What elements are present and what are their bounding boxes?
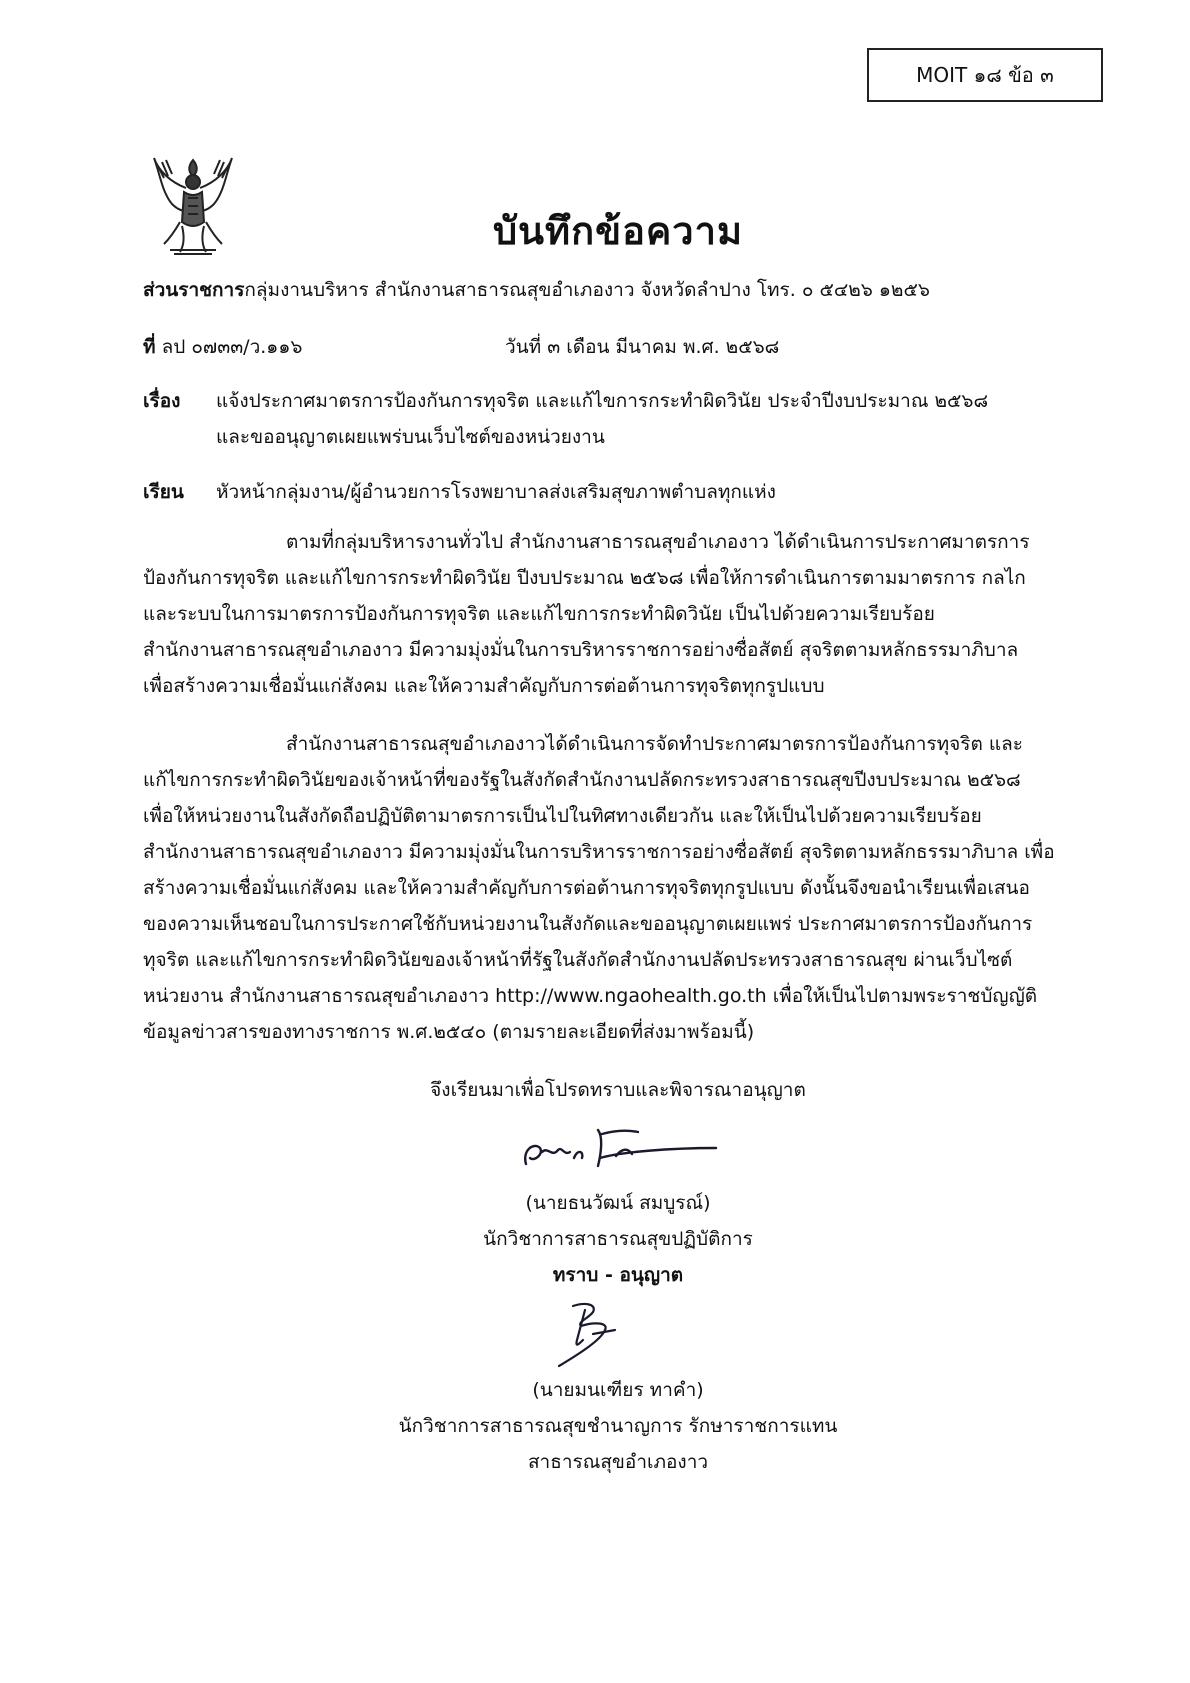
subject-line-2: และขออนุญาตเผยแพร่บนเว็บไซต์ของหน่วยงาน <box>216 426 605 448</box>
recipient-label: เรียน <box>143 481 184 503</box>
signatory-1-position: นักวิชาการสาธารณสุขปฏิบัติการ <box>483 1228 753 1250</box>
paragraph-line: สำนักงานสาธารณสุขอำเภองาวได้ดำเนินการจัดทำประกาศมาตรการป้องกันการทุจริต และ <box>286 733 1023 755</box>
subject-line-1: แจ้งประกาศมาตรการป้องกันการทุจริต และแก้ไขการกระทำผิดวินัย ประจำปีงบประมาณ ๒๕๖๘ <box>216 390 989 412</box>
paragraph-line: เพื่อสร้างความเชื่อมั่นแก่สังคม และให้ความสำคัญกับการต่อต้านการทุจริตทุกรูปแบบ <box>143 675 825 697</box>
paragraph-line: เพื่อให้หน่วยงานในสังกัดถือปฏิบัติตามาตรการเป็นไปในทิศทางเดียวกัน และให้เป็นไปด้วยความเรียบร้อย <box>143 805 982 827</box>
paragraph-line: ของความเห็นชอบในการประกาศใช้กับหน่วยงานในสังกัดและขออนุญาตเผยแพร่ ประกาศมาตรการป้องกันการ <box>143 913 1033 935</box>
agency-label: ส่วนราชการ <box>143 279 245 301</box>
form-code-box <box>867 48 1103 102</box>
subject-label: เรื่อง <box>143 390 181 412</box>
date-line: วันที่ ๓ เดือน มีนาคม พ.ศ. ๒๕๖๘ <box>505 336 780 358</box>
paragraph-line: และระบบในการมาตรการป้องกันการทุจริต และแก้ไขการกระทำผิดวินัย เป็นไปด้วยความเรียบร้อย <box>143 603 935 625</box>
signatory-1-name: (นายธนวัฒน์ สมบูรณ์) <box>525 1192 711 1214</box>
signatory-2-position: นักวิชาการสาธารณสุขชำนาญการ รักษาราชการแทน <box>398 1415 838 1437</box>
form-code: MOIT ๑๘ ข้อ ๓ <box>916 63 1054 87</box>
paragraph-line: ข้อมูลข่าวสารของทางราชการ พ.ศ.๒๕๔๐ (ตามรายละเอียดที่ส่งมาพร้อมนี้) <box>143 1021 755 1043</box>
reference-line <box>143 334 302 360</box>
signature-1 <box>520 1118 720 1176</box>
signatory-2-name: (นายมนเฑียร ทาคำ) <box>532 1379 704 1401</box>
closing-line: จึงเรียนมาเพื่อโปรดทราบและพิจารณาอนุญาต <box>430 1079 806 1101</box>
agency-value: กลุ่มงานบริหาร สำนักงานสาธารณสุขอำเภองาว จังหวัดลำปาง โทร. ๐ ๕๔๒๖ ๑๒๕๖ <box>244 279 930 301</box>
reference-label: ที่ <box>143 336 156 358</box>
paragraph-line: หน่วยงาน สำนักงานสาธารณสุขอำเภองาว http://www.ngaohealth.go.th เพื่อให้เป็นไปตามพระราชบัญญัติ <box>143 985 1038 1007</box>
reference-value: ลป ๐๗๓๓/ว.๑๑๖ <box>161 336 303 358</box>
paragraph-line: สำนักงานสาธารณสุขอำเภองาว มีความมุ่งมั่นในการบริหารราชการอย่างซื่อสัตย์ สุจริตตามหลักธรรมาภิบาล <box>143 639 1019 661</box>
signatory-2-position-2: สาธารณสุขอำเภองาว <box>527 1451 709 1473</box>
paragraph-line: แก้ไขการกระทำผิดวินัยของเจ้าหน้าที่ของรัฐในสังกัดสำนักงานปลัดกระทรวงสาธารณสุขปีงบประมาณ ๒๕๖๘ <box>143 769 1021 791</box>
paragraph-line: ป้องกันการทุจริต และแก้ไขการกระทำผิดวินัย ปีงบประมาณ ๒๕๖๘ เพื่อให้การดำเนินการตามมาตรการ กลไก <box>143 567 1026 589</box>
signature-2 <box>553 1300 623 1370</box>
body-paragraph-1 <box>143 524 1080 704</box>
body-paragraph-2 <box>143 726 1080 1050</box>
paragraph-line: สำนักงานสาธารณสุขอำเภองาว มีความมุ่งมั่นในการบริหารราชการอย่างซื่อสัตย์ สุจริตตามหลักธรรมาภิบาล เพื่อ <box>143 841 1055 863</box>
agency-line <box>143 277 930 303</box>
paragraph-line: สร้างความเชื่อมั่นแก่สังคม และให้ความสำคัญกับการต่อต้านการทุจริตทุกรูปแบบ ดังนั้นจึงขอนำเรียนเพื่อเสนอ <box>143 877 1030 899</box>
recipient-value: หัวหน้ากลุ่มงาน/ผู้อำนวยการโรงพยาบาลส่งเสริมสุขภาพตำบลทุกแห่ง <box>216 481 776 503</box>
memo-title: บันทึกข้อความ <box>492 209 744 253</box>
paragraph-line: ทุจริต และแก้ไขการกระทำผิดวินัยของเจ้าหน้าที่รัฐในสังกัดสำนักงานปลัดประทรวงสาธารณสุข ผ่านเว็บไซต์ <box>143 949 1013 971</box>
paragraph-line: ตามที่กลุ่มบริหารงานทั่วไป สำนักงานสาธารณสุขอำเภองาว ได้ดำเนินการประกาศมาตรการ <box>286 531 1030 553</box>
approval-text: ทราบ - อนุญาต <box>552 1264 684 1286</box>
